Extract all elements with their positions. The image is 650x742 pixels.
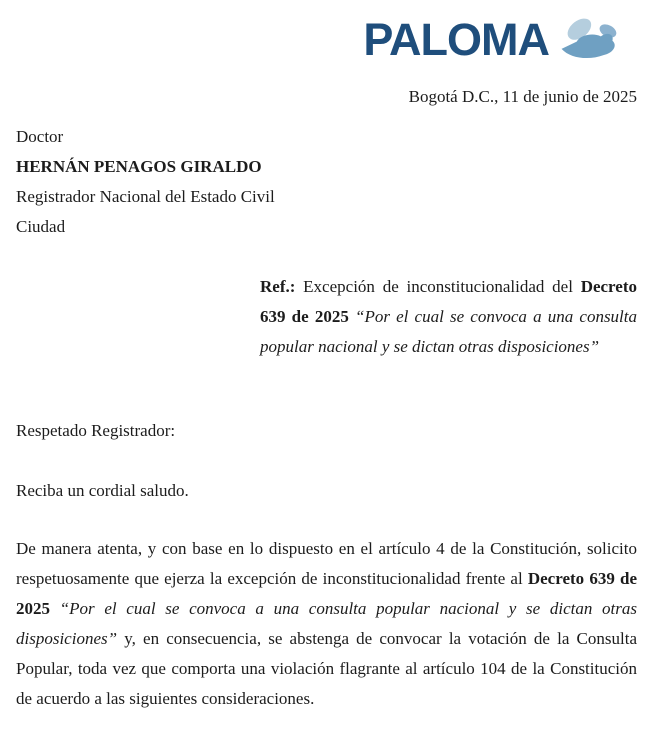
dove-icon: [555, 14, 627, 64]
paloma-logo-text: PALOMA: [363, 13, 549, 65]
reference-label: Ref.:: [260, 277, 296, 296]
paloma-logo: [16, 14, 637, 64]
body-decree: Decreto 639 de 2025: [16, 569, 637, 618]
date-line: Bogotá D.C., 11 de junio de 2025: [408, 87, 637, 106]
body-part2: y, en consecuencia, se abstenga de convocar la votación de la Consulta Popular, toda vez que comporta una violación flagrante al artículo 104 de la Constitución de acuerdo a las siguientes consideraciones.: [16, 629, 637, 708]
recipient-title: Doctor: [16, 127, 64, 146]
cordial-line: Reciba un cordial saludo.: [16, 481, 189, 500]
body-quote: “Por el cual se convoca a una consulta popular nacional y se dictan otras disposiciones”: [16, 599, 637, 648]
greeting-line: Respetado Registrador:: [16, 421, 176, 440]
reference-quote: “Por el cual se convoca a una consulta popular nacional y se dictan otras disposiciones”: [260, 307, 637, 356]
body-paragraph: [16, 534, 637, 714]
reference-decree: Decreto 639 de 2025: [260, 277, 637, 326]
body-part1: De manera atenta, y con base en lo dispuesto en el artículo 4 de la Constitución, solicito respetuosamente que ejerza la excepción de inconstitucionalidad frente al: [16, 539, 637, 588]
recipient-block: [16, 122, 637, 242]
reference-text: Excepción de inconstitucionalidad del: [295, 277, 581, 296]
recipient-role: Registrador Nacional del Estado Civil: [16, 187, 275, 206]
reference-block: [260, 272, 637, 362]
recipient-name: HERNÁN PENAGOS GIRALDO: [16, 157, 262, 176]
reference-paragraph: [260, 272, 637, 362]
recipient-city: Ciudad: [16, 217, 66, 236]
